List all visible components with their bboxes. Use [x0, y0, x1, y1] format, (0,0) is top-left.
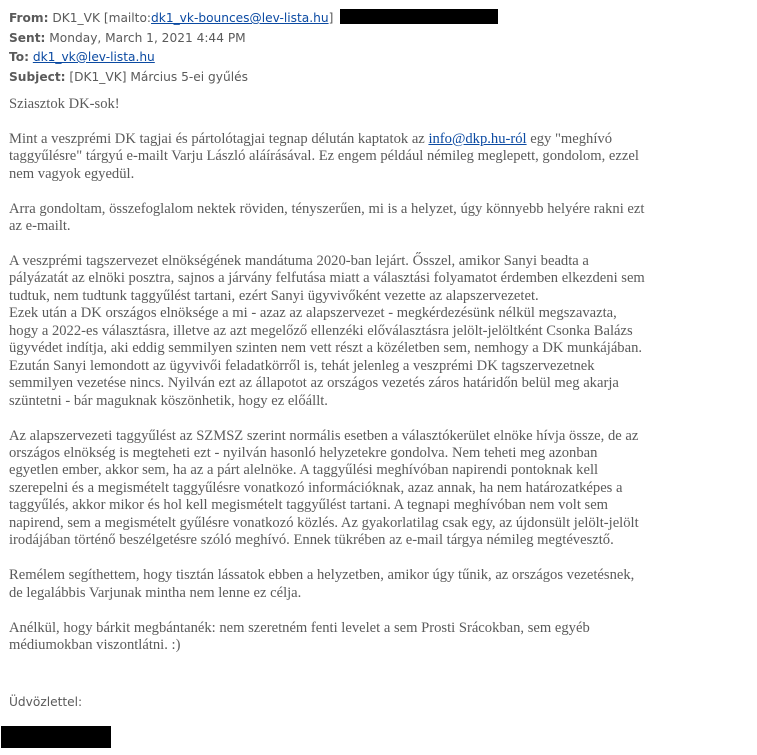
- p3-line: szüntetni - bár maguknak köszönhetik, hogy ez előállt.: [9, 392, 328, 409]
- p2-line: az e-mailt.: [9, 218, 71, 235]
- paragraph-6: [9, 620, 749, 655]
- from-address-link[interactable]: dk1_vk-bounces@lev-lista.hu: [151, 11, 329, 25]
- p3-line: tudtuk, nem tudtunk taggyűlést tartani, ezért Sanyi ügyvivőként vezette az alapszervezetet.: [9, 287, 539, 304]
- p1-text-a: Mint a veszprémi DK tagjai és pártolótagjai tegnap délután kaptatok az: [9, 130, 429, 147]
- p5-line: de legalábbis Varjunak mintha nem lenne ez célja.: [9, 584, 302, 601]
- paragraph-1: [9, 131, 749, 183]
- from-label: From:: [9, 11, 49, 25]
- to-label: To:: [9, 50, 29, 64]
- p1-line-2: taggyűlésre" tárgyú e-mailt Varju László aláírásával. Ez engem például némileg meglepett, gondolom, ezzel: [9, 148, 639, 165]
- from-close: ]: [328, 11, 334, 25]
- paragraph-2: [9, 201, 749, 236]
- p4-line: irodájában történő beszélgetésre szóló meghívó. Ennek tükrében az e-mail tárgya némileg megtévesztő.: [9, 532, 614, 549]
- p3-line: pályázatát az elnöki posztra, sajnos a járvány felfutása miatt a választási folyamatot érdemben elkezdeni sem: [9, 270, 645, 287]
- p1-line-1: [9, 131, 749, 148]
- from-name: DK1_VK [mailto:: [52, 11, 152, 25]
- from-row: [9, 9, 498, 29]
- p4-line: országos elnökség is megteheti ezt - nyilván hasonló helyzetekre gondolva. Nem teheti meg azonban: [9, 445, 598, 461]
- p3-line: Ezután Sanyi lemondott az ügyvivői feladatkörről is, tehát jelenleg a veszprémi DK tagszervezetnek: [9, 357, 595, 374]
- p3-line: semmilyen vezetése nincs. Nyilván ezt az állapotot az országos vezetés záros határidőn belül meg akarja: [9, 375, 619, 392]
- sent-label: Sent:: [9, 30, 46, 45]
- p6-line: médiumokban viszontlátni. :): [9, 636, 181, 653]
- greeting: [9, 96, 749, 113]
- email-body: [9, 96, 749, 672]
- p6-line: Anélkül, hogy bárkit megbántanék: nem szeretném fenti levelet a sem Prosti Srácokban, sem egyéb: [9, 619, 590, 636]
- p4-line: Az alapszervezeti taggyűlést az SZMSZ szerint normális esetben a választókerület elnöke hívja össze, de az: [9, 427, 639, 444]
- p4-line: szerepelni és a megismételt taggyűlésre vonatkozó információknak, azaz annak, ha nem határozatképes a: [9, 479, 623, 496]
- paragraph-3: [9, 253, 749, 410]
- p3-line: A veszprémi tagszervezet elnökségének mandátuma 2020-ban lejárt. Ősszel, amikor Sanyi beadta a: [9, 253, 589, 270]
- p3-line: hogy a 2022-es választásra, illetve az azt megelőző ellenzéki előválasztásra jelölt-jelöltként Csonka Balázs: [9, 322, 633, 339]
- sent-row: [9, 29, 498, 49]
- paragraph-4: [9, 428, 749, 550]
- p3-line: ügyvédet indítja, aki eddig semmilyen szinten nem vett részt a közéletben sem, nemhogy a DK munkájában.: [9, 340, 643, 357]
- info-email-link[interactable]: info@dkp.hu-ról: [428, 130, 527, 147]
- closing: Üdvözlettel:: [9, 695, 83, 709]
- p4-line: napirend, sem a megismételt gyűlésre vonatkozó közlés. Az gyakorlatilag csak egy, az újdonsült jelölt-jelölt: [9, 514, 639, 531]
- subject-row: [9, 68, 498, 88]
- signature-redaction: [1, 726, 111, 748]
- p4-line: egyetlen ember, akkor sem, ha az a párt alelnöke. A taggyűlési meghívóban napirendi pontoknak kell: [9, 462, 599, 479]
- p2-line: Arra gondoltam, összefoglalom nektek röviden, tényszerűen, mi is a helyzet, úgy könnyebb helyére rakni ezt: [9, 200, 645, 217]
- p1-text-b: egy "meghívó: [526, 130, 612, 147]
- to-row: [9, 48, 498, 68]
- paragraph-5: [9, 567, 749, 602]
- greeting-text: Sziasztok DK-sok!: [9, 96, 120, 112]
- p1-line-3: nem vagyok egyedül.: [9, 165, 135, 182]
- email-header: [9, 9, 498, 87]
- p3-line: Ezek után a DK országos elnöksége a mi - azaz az alapszervezet - megkérdezésünk nélkül megszavazta,: [9, 305, 617, 322]
- subject-value: [DK1_VK] Március 5-ei gyűlés: [69, 69, 248, 84]
- sent-value: Monday, March 1, 2021 4:44 PM: [49, 30, 246, 45]
- p5-line: Remélem segíthettem, hogy tisztán lássatok ebben a helyzetben, amikor úgy tűnik, az országos vezetésnek,: [9, 567, 635, 584]
- subject-label: Subject:: [9, 69, 66, 84]
- p4-line: taggyűlés, akkor mikor és hol kell megismételt taggyűlést tartani. A tegnapi meghívóban nem volt sem: [9, 497, 609, 514]
- to-address-link[interactable]: dk1_vk@lev-lista.hu: [32, 50, 155, 64]
- redaction-bar: [340, 9, 498, 24]
